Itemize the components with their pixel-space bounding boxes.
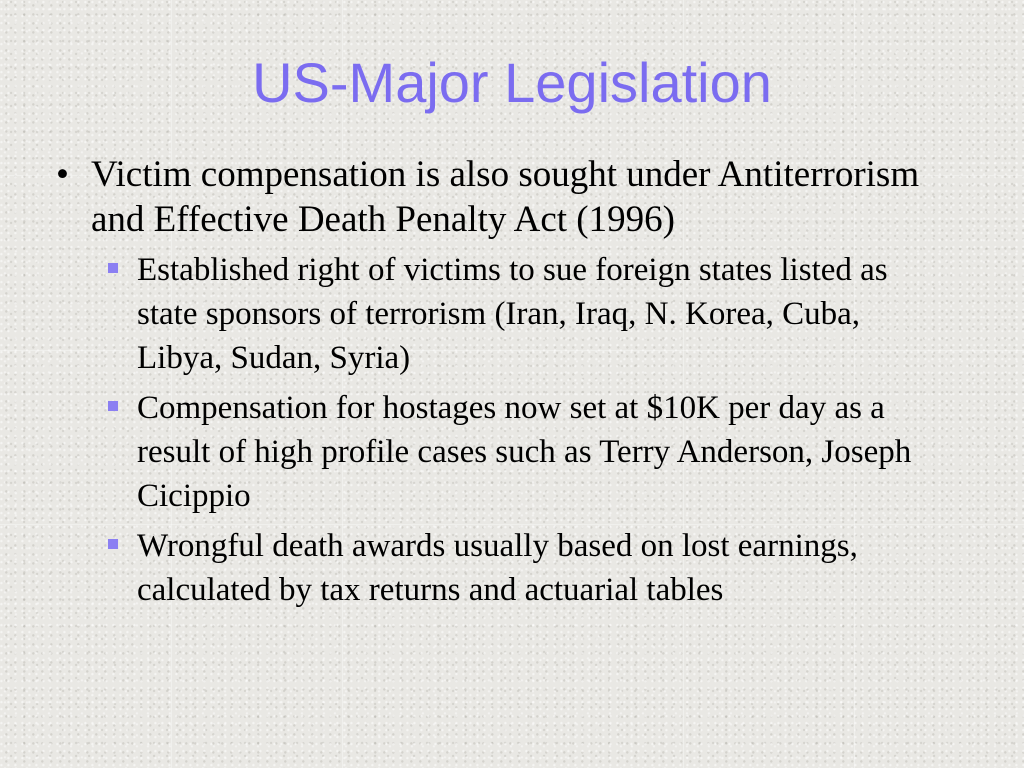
subbullet-item [50, 524, 927, 612]
slide-title: US-Major Legislation [252, 51, 772, 114]
bullet-text: Victim compensation is also sought under Antiterrorism and Effective Death Penalty Act (1996) [91, 154, 920, 240]
subbullet-text: Wrongful death awards usually based on lost earnings, calculated by tax returns and actuarial tables [137, 528, 858, 608]
slide-body [50, 152, 950, 618]
square-bullet-icon [108, 401, 118, 411]
subbullet-item [50, 248, 927, 380]
subbullet-item [50, 386, 927, 518]
bullet-item [50, 152, 950, 242]
subbullet-text: Compensation for hostages now set at $10K per day as a result of high profile cases such as Terry Anderson, Joseph Cicippio [137, 390, 912, 514]
square-bullet-icon [108, 539, 118, 549]
square-bullet-icon [108, 263, 118, 273]
subbullet-list [50, 248, 950, 612]
bullet-dot-icon: • [56, 154, 69, 195]
subbullet-text: Established right of victims to sue foreign states listed as state sponsors of terrorism (Iran, Iraq, N. Korea, Cuba, Libya, Sudan, Syria) [137, 252, 888, 376]
